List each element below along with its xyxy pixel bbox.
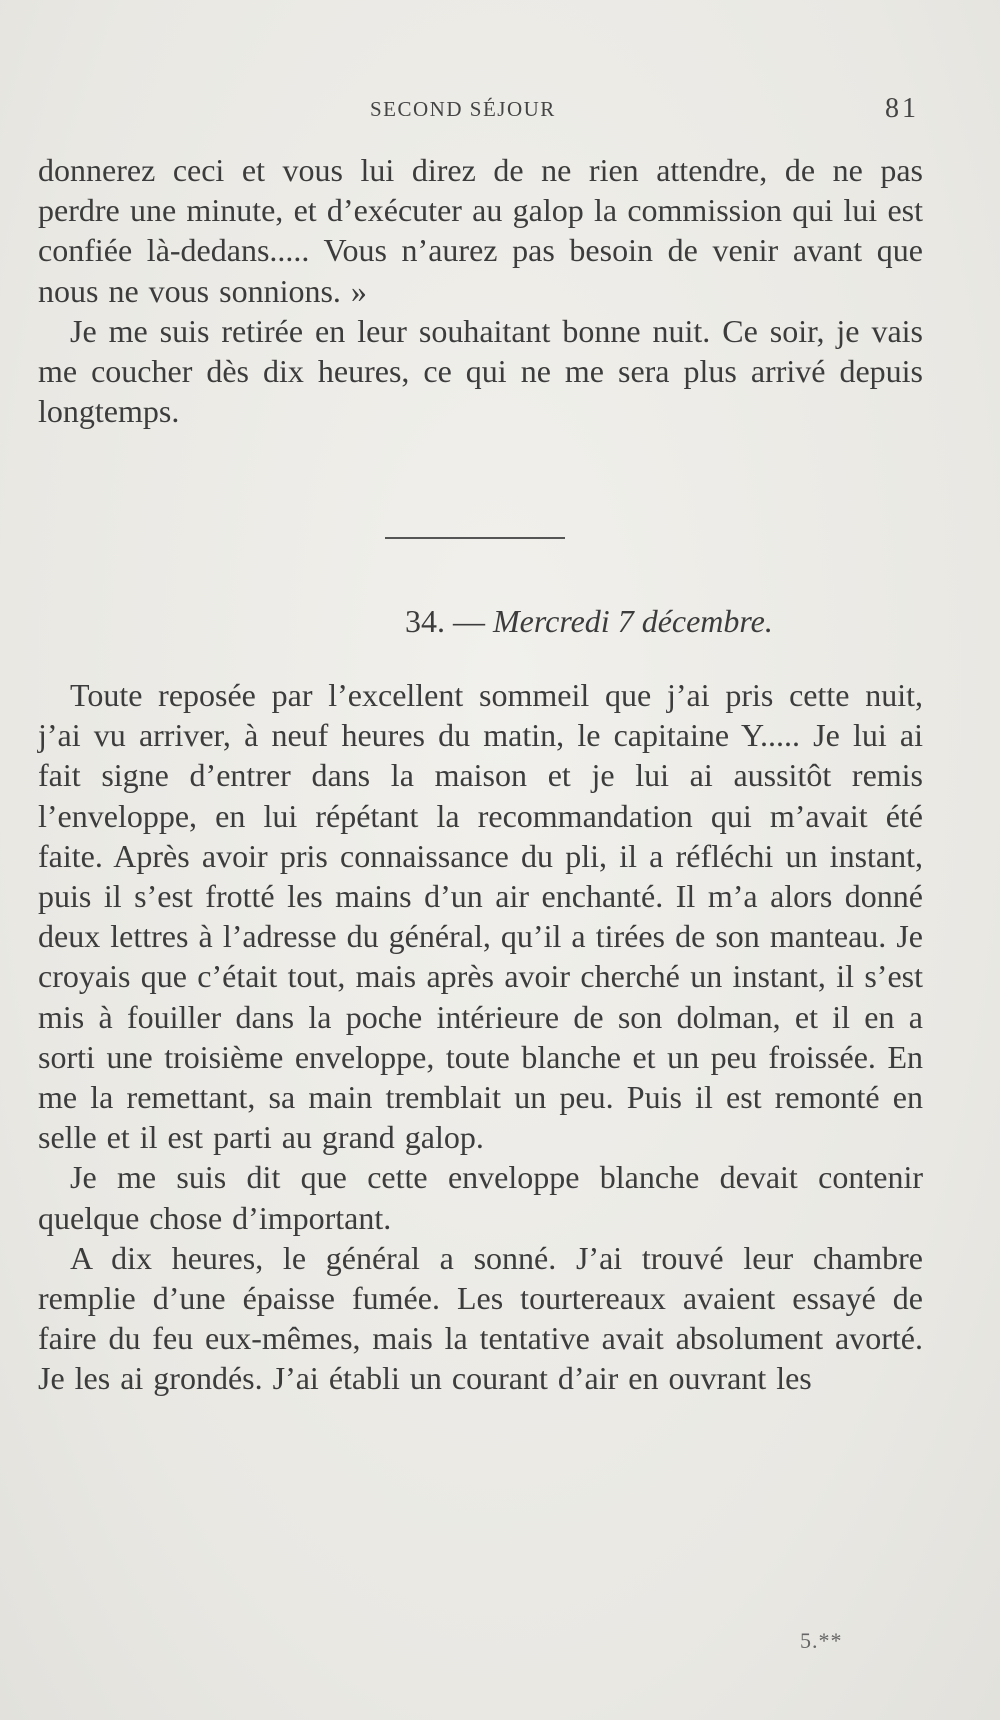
diary-entry-heading	[405, 603, 773, 640]
section-separator-rule	[385, 537, 565, 539]
running-head	[0, 93, 1000, 127]
running-title: SECOND SÉJOUR	[370, 97, 556, 121]
printer-signature-mark: 5.**	[800, 1628, 843, 1653]
entry-number: 34. —	[405, 603, 485, 639]
text-block-entry	[38, 675, 923, 1399]
text-block-continuation	[38, 150, 923, 431]
paragraph: A dix heures, le général a sonné. J’ai trouvé leur chambre remplie d’une épaisse fumée. Les tourtereaux avaient essayé de faire du feu eux-mêmes, mais la tentative avait absolument avorté. Je les ai grondés. J’ai établi un courant d’air en ouvrant les	[38, 1239, 923, 1397]
paragraph: donnerez ceci et vous lui direz de ne rien attendre, de ne pas perdre une minute, et d’exécuter au galop la commission qui lui est confiée là-dedans..... Vous n’aurez pas besoin de venir avant que nous ne vous sonnions. »	[38, 152, 923, 309]
paragraph: Toute reposée par l’excellent sommeil que j’ai pris cette nuit, j’ai vu arriver, à neuf heures du matin, le capitaine Y..... Je lui ai fait signe d’entrer dans la maison et je lui ai aussitôt remis l’enveloppe, en lui répétant la recommandation qui m’avait été faite. Après avoir pris connaissance du pli, il a réfléchi un instant, puis il s’est frotté les mains d’un air enchanté. Il m’a alors donné deux lettres à l’adresse du général, qu’il a tirées de son manteau. Je croyais que c’était tout, mais après avoir cherché un instant, il s’est mis à fouiller dans la poche intérieure de son dolman, et il en a sorti une troisième enveloppe, toute blanche et un peu froissée. En me la remettant, sa main tremblait un peu. Puis il est remonté en selle et il est parti au grand galop.	[38, 677, 923, 1156]
paragraph: Je me suis retirée en leur souhaitant bonne nuit. Ce soir, je vais me coucher dès dix heures, ce qui ne me sera plus arrivé depuis longtemps.	[38, 312, 923, 430]
entry-date: Mercredi 7 décembre.	[493, 603, 773, 639]
page-number: 81	[885, 93, 919, 124]
paragraph: Je me suis dit que cette enveloppe blanche devait contenir quelque chose d’important.	[38, 1159, 923, 1236]
